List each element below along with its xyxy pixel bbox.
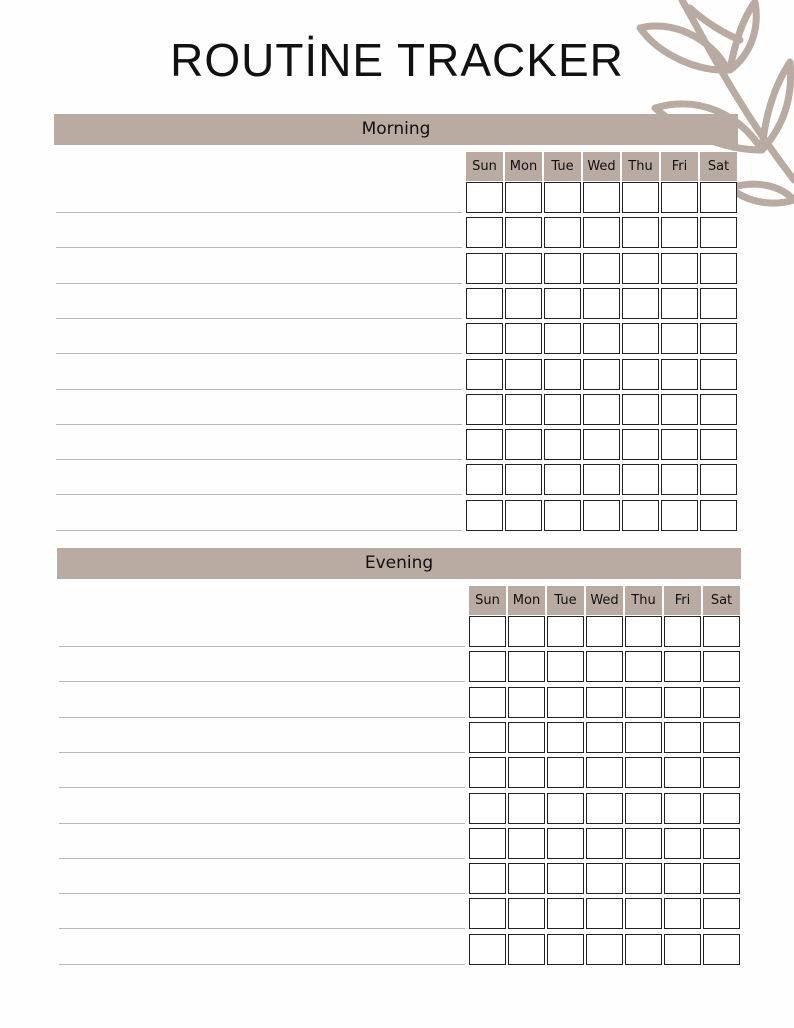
check-cell[interactable] xyxy=(622,394,659,425)
check-cell[interactable] xyxy=(664,898,701,929)
page-title: ROUTİNE TRACKER xyxy=(170,34,624,86)
routine-line[interactable] xyxy=(59,964,465,965)
check-cell[interactable] xyxy=(700,182,737,213)
check-cell[interactable] xyxy=(505,253,542,284)
check-cell[interactable] xyxy=(547,722,584,753)
check-cell[interactable] xyxy=(586,793,623,824)
routine-line[interactable] xyxy=(56,283,462,284)
routine-line[interactable] xyxy=(56,389,462,390)
check-cell[interactable] xyxy=(583,359,620,390)
check-cell[interactable] xyxy=(625,722,662,753)
check-cell[interactable] xyxy=(547,651,584,682)
check-cell[interactable] xyxy=(466,464,503,495)
check-cell[interactable] xyxy=(583,182,620,213)
check-cell[interactable] xyxy=(664,616,701,647)
day-header-wed: Wed xyxy=(583,152,620,181)
check-cell[interactable] xyxy=(505,288,542,319)
check-cell[interactable] xyxy=(544,217,581,248)
day-header-sun: Sun xyxy=(466,152,503,181)
check-cell[interactable] xyxy=(505,217,542,248)
check-cell[interactable] xyxy=(547,898,584,929)
check-cell[interactable] xyxy=(466,500,503,531)
check-cell[interactable] xyxy=(544,500,581,531)
check-cell[interactable] xyxy=(661,429,698,460)
morning-header: Morning xyxy=(54,114,738,145)
check-cell[interactable] xyxy=(664,757,701,788)
check-cell[interactable] xyxy=(466,394,503,425)
day-header-mon: Mon xyxy=(505,152,542,181)
check-cell[interactable] xyxy=(547,757,584,788)
check-cell[interactable] xyxy=(469,651,506,682)
check-cell[interactable] xyxy=(544,464,581,495)
check-cell[interactable] xyxy=(586,828,623,859)
day-header-sat: Sat xyxy=(703,586,740,615)
check-cell[interactable] xyxy=(703,616,740,647)
check-cell[interactable] xyxy=(586,757,623,788)
routine-line[interactable] xyxy=(59,787,465,788)
check-cell[interactable] xyxy=(469,863,506,894)
check-cell[interactable] xyxy=(547,863,584,894)
check-cell[interactable] xyxy=(583,500,620,531)
check-cell[interactable] xyxy=(703,898,740,929)
routine-line[interactable] xyxy=(56,212,462,213)
evening-header: Evening xyxy=(57,548,741,579)
check-cell[interactable] xyxy=(469,616,506,647)
check-cell[interactable] xyxy=(586,863,623,894)
check-cell[interactable] xyxy=(469,898,506,929)
check-cell[interactable] xyxy=(544,394,581,425)
check-cell[interactable] xyxy=(700,500,737,531)
routine-line[interactable] xyxy=(56,424,462,425)
check-cell[interactable] xyxy=(508,651,545,682)
check-cell[interactable] xyxy=(466,288,503,319)
routine-line[interactable] xyxy=(59,717,465,718)
check-cell[interactable] xyxy=(661,253,698,284)
day-header-sat: Sat xyxy=(700,152,737,181)
check-cell[interactable] xyxy=(700,288,737,319)
check-cell[interactable] xyxy=(544,359,581,390)
check-cell[interactable] xyxy=(508,687,545,718)
check-cell[interactable] xyxy=(505,182,542,213)
check-cell[interactable] xyxy=(583,253,620,284)
routine-line[interactable] xyxy=(59,823,465,824)
check-cell[interactable] xyxy=(661,182,698,213)
check-cell[interactable] xyxy=(664,651,701,682)
check-cell[interactable] xyxy=(625,898,662,929)
check-cell[interactable] xyxy=(547,616,584,647)
check-cell[interactable] xyxy=(622,429,659,460)
check-cell[interactable] xyxy=(586,722,623,753)
check-cell[interactable] xyxy=(466,359,503,390)
check-cell[interactable] xyxy=(625,828,662,859)
check-cell[interactable] xyxy=(547,934,584,965)
check-cell[interactable] xyxy=(583,464,620,495)
check-cell[interactable] xyxy=(586,616,623,647)
check-cell[interactable] xyxy=(508,863,545,894)
check-cell[interactable] xyxy=(544,323,581,354)
routine-line[interactable] xyxy=(56,247,462,248)
check-cell[interactable] xyxy=(622,253,659,284)
routine-line[interactable] xyxy=(59,928,465,929)
check-cell[interactable] xyxy=(664,863,701,894)
check-cell[interactable] xyxy=(544,288,581,319)
check-cell[interactable] xyxy=(703,722,740,753)
check-cell[interactable] xyxy=(622,217,659,248)
check-cell[interactable] xyxy=(622,464,659,495)
routine-line[interactable] xyxy=(59,681,465,682)
check-cell[interactable] xyxy=(469,934,506,965)
day-header-tue: Tue xyxy=(544,152,581,181)
check-cell[interactable] xyxy=(700,394,737,425)
check-cell[interactable] xyxy=(586,934,623,965)
day-header-wed: Wed xyxy=(586,586,623,615)
check-cell[interactable] xyxy=(505,359,542,390)
check-cell[interactable] xyxy=(703,757,740,788)
check-cell[interactable] xyxy=(622,288,659,319)
check-cell[interactable] xyxy=(625,616,662,647)
check-cell[interactable] xyxy=(664,687,701,718)
check-cell[interactable] xyxy=(505,429,542,460)
routine-line[interactable] xyxy=(59,858,465,859)
check-cell[interactable] xyxy=(700,464,737,495)
check-cell[interactable] xyxy=(544,182,581,213)
check-cell[interactable] xyxy=(586,898,623,929)
check-cell[interactable] xyxy=(508,828,545,859)
check-cell[interactable] xyxy=(625,757,662,788)
check-cell[interactable] xyxy=(583,394,620,425)
check-cell[interactable] xyxy=(700,359,737,390)
day-header-fri: Fri xyxy=(664,586,701,615)
check-cell[interactable] xyxy=(505,394,542,425)
check-cell[interactable] xyxy=(469,687,506,718)
check-cell[interactable] xyxy=(625,687,662,718)
check-cell[interactable] xyxy=(586,687,623,718)
check-cell[interactable] xyxy=(661,500,698,531)
check-cell[interactable] xyxy=(664,722,701,753)
check-cell[interactable] xyxy=(700,217,737,248)
check-cell[interactable] xyxy=(661,217,698,248)
check-cell[interactable] xyxy=(466,323,503,354)
day-header-thu: Thu xyxy=(625,586,662,615)
check-cell[interactable] xyxy=(661,394,698,425)
check-cell[interactable] xyxy=(703,687,740,718)
check-cell[interactable] xyxy=(583,323,620,354)
routine-line[interactable] xyxy=(59,646,465,647)
check-cell[interactable] xyxy=(703,934,740,965)
check-cell[interactable] xyxy=(622,500,659,531)
check-cell[interactable] xyxy=(547,828,584,859)
check-cell[interactable] xyxy=(544,429,581,460)
check-cell[interactable] xyxy=(703,828,740,859)
check-cell[interactable] xyxy=(625,651,662,682)
check-cell[interactable] xyxy=(661,288,698,319)
check-cell[interactable] xyxy=(508,793,545,824)
check-cell[interactable] xyxy=(625,863,662,894)
check-cell[interactable] xyxy=(664,934,701,965)
check-cell[interactable] xyxy=(505,500,542,531)
check-cell[interactable] xyxy=(700,323,737,354)
check-cell[interactable] xyxy=(469,793,506,824)
check-cell[interactable] xyxy=(469,828,506,859)
check-cell[interactable] xyxy=(544,253,581,284)
check-cell[interactable] xyxy=(547,793,584,824)
check-cell[interactable] xyxy=(664,828,701,859)
check-cell[interactable] xyxy=(661,323,698,354)
routine-line[interactable] xyxy=(59,893,465,894)
routine-line[interactable] xyxy=(56,494,462,495)
check-cell[interactable] xyxy=(508,722,545,753)
check-cell[interactable] xyxy=(661,464,698,495)
check-cell[interactable] xyxy=(505,323,542,354)
check-cell[interactable] xyxy=(622,323,659,354)
check-cell[interactable] xyxy=(703,793,740,824)
check-cell[interactable] xyxy=(622,359,659,390)
check-cell[interactable] xyxy=(700,253,737,284)
routine-line[interactable] xyxy=(56,318,462,319)
check-cell[interactable] xyxy=(466,429,503,460)
check-cell[interactable] xyxy=(625,934,662,965)
check-cell[interactable] xyxy=(625,793,662,824)
day-header-thu: Thu xyxy=(622,152,659,181)
check-cell[interactable] xyxy=(664,793,701,824)
routine-line[interactable] xyxy=(56,459,462,460)
check-cell[interactable] xyxy=(661,359,698,390)
check-cell[interactable] xyxy=(622,182,659,213)
check-cell[interactable] xyxy=(469,722,506,753)
day-header-sun: Sun xyxy=(469,586,506,615)
check-cell[interactable] xyxy=(508,934,545,965)
check-cell[interactable] xyxy=(703,651,740,682)
check-cell[interactable] xyxy=(469,757,506,788)
day-header-mon: Mon xyxy=(508,586,545,615)
check-cell[interactable] xyxy=(586,651,623,682)
routine-line[interactable] xyxy=(56,530,462,531)
check-cell[interactable] xyxy=(583,288,620,319)
day-header-tue: Tue xyxy=(547,586,584,615)
check-cell[interactable] xyxy=(703,863,740,894)
routine-line[interactable] xyxy=(56,353,462,354)
check-cell[interactable] xyxy=(508,616,545,647)
check-cell[interactable] xyxy=(466,217,503,248)
check-cell[interactable] xyxy=(508,757,545,788)
routine-line[interactable] xyxy=(59,752,465,753)
check-cell[interactable] xyxy=(466,182,503,213)
check-cell[interactable] xyxy=(583,217,620,248)
check-cell[interactable] xyxy=(583,429,620,460)
check-cell[interactable] xyxy=(547,687,584,718)
check-cell[interactable] xyxy=(508,898,545,929)
check-cell[interactable] xyxy=(505,464,542,495)
day-header-fri: Fri xyxy=(661,152,698,181)
check-cell[interactable] xyxy=(466,253,503,284)
check-cell[interactable] xyxy=(700,429,737,460)
